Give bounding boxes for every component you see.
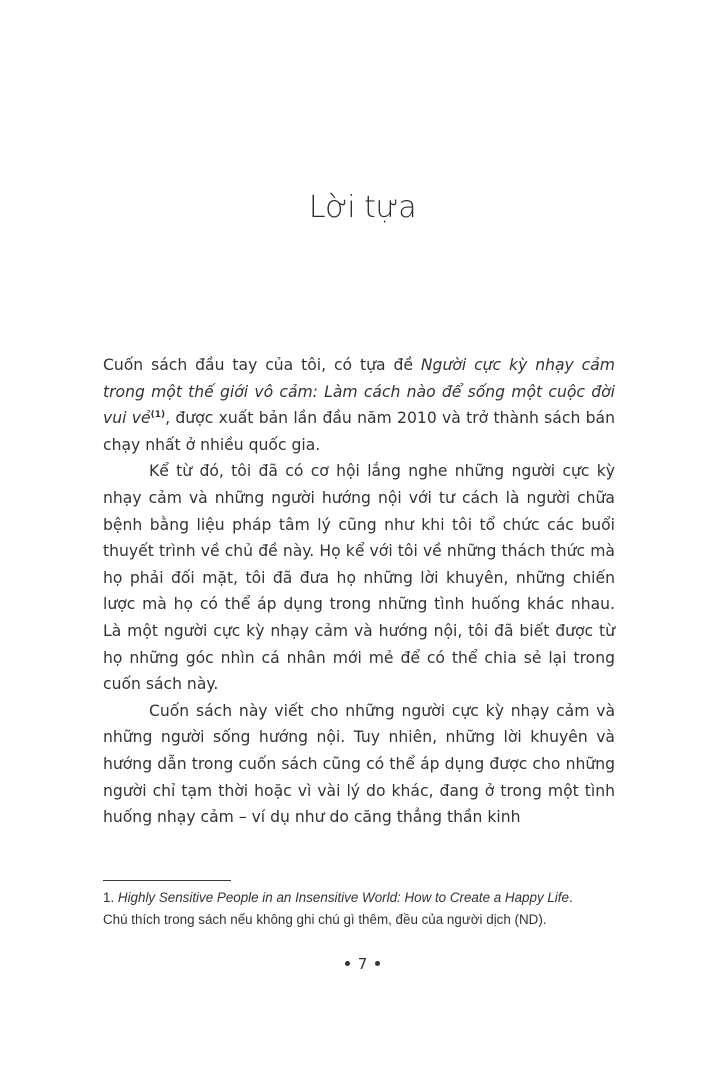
footnote-title-end: . (568, 890, 573, 905)
paragraph-3: Cuốn sách này viết cho những người cực kỳ nhạy cảm và những người sống hướng nội. Tuy nhiên, những lời khuyên và hướng dẫn trong cuốn sách cũng có thể áp dụng được cho những người chỉ tạm thời hoặc vì vài lý do khác, đang ở trong một tình huống nhạy cảm – ví dụ như do căng thẳng thần kinh (103, 701, 615, 827)
paragraph-1-end: , được xuất bản lần đầu năm 2010 và trở thành sách bán chạy nhất ở nhiều quốc gia. (103, 409, 615, 454)
footnote-line-2: Chú thích trong sách nếu không ghi chú gì thêm, đều của người dịch (ND). (103, 912, 547, 927)
footnote-reference[interactable]: (1) (150, 410, 166, 420)
bullet-left-icon (345, 961, 350, 966)
footnote (103, 887, 615, 931)
paragraph-1 (103, 352, 615, 458)
bullet-right-icon (375, 961, 380, 966)
body-text (103, 352, 615, 831)
paragraph-2: Kể từ đó, tôi đã có cơ hội lắng nghe những người cực kỳ nhạy cảm và những người hướng nội với tư cách là người chữa bệnh bằng liệu pháp tâm lý cũng như khi tôi tổ chức các buổi thuyết trình về chủ đề này. Họ kể với tôi về những thách thức mà họ phải đối mặt, tôi đã đưa họ những lời khuyên, những chiến lược mà họ có thể áp dụng trong những tình huống khác nhau. Là một người cực kỳ nhạy cảm và hướng nội, tôi đã biết được từ họ những góc nhìn cá nhân mới mẻ để có thể chia sẻ lại trong cuốn sách này. (103, 462, 615, 694)
footnote-number: 1. (103, 890, 115, 905)
footnote-line-1 (103, 887, 615, 909)
page-number-value: 7 (357, 955, 368, 973)
footnote-book-title: Highly Sensitive People in an Insensitive World: How to Create a Happy Life (117, 890, 569, 905)
chapter-title: Lời tựa (308, 190, 417, 225)
paragraph-1-start: Cuốn sách đầu tay của tôi, có tựa đề (103, 356, 421, 374)
page-number (0, 955, 725, 973)
book-title-italic: Người cực kỳ nhạy cảm trong một thế giới vô cảm: Làm cách nào để sống một cuộc đời vui vẻ (103, 356, 615, 428)
footnote-divider (103, 880, 231, 881)
